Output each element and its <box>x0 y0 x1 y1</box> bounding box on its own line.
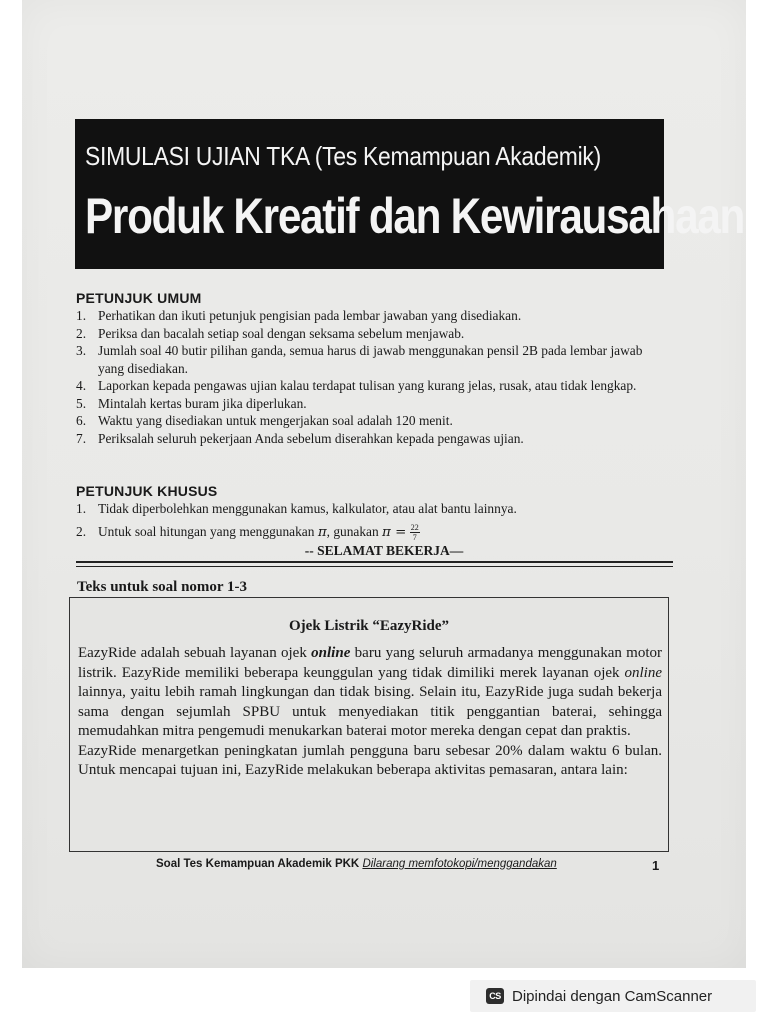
passage-paragraph: EazyRide adalah sebuah layanan ojek online baru yang seluruh armadanya menggunakan motor listrik. EazyRide memiliki beberapa keunggulan yang tidak dimiliki merek layanan ojek online lainnya, yaitu lebih ramah lingkungan dan tidak bising. Selain itu, EazyRide juga sudah bekerja sama dengan sejumlah SPBU untuk menyediakan titik penggantian baterai, sehingga memudahkan mitra pengemudi menukarkan baterai motor mereka dengan cepat dan praktis. <box>78 645 663 739</box>
banner-title: Produk Kreatif dan Kewirausahaan <box>85 188 745 244</box>
list-item: 4. Laporkan kepada pengawas ujian kalau terdapat tulisan yang kurang jelas, rusak, atau tidak lengkap. <box>76 378 637 393</box>
watermark-text: Dipindai dengan CamScanner <box>512 987 713 1005</box>
passage-box <box>69 597 669 852</box>
footer-title: Soal Tes Kemampuan Akademik PKK <box>156 858 360 870</box>
page-number: 1 <box>652 858 660 873</box>
camscanner-logo-icon: CS <box>486 988 504 1004</box>
footer-copy-notice: Dilarang memfotokopi/menggandakan <box>362 858 557 870</box>
passage-paragraph: EazyRide menargetkan peningkatan jumlah pengguna baru sebesar 20% dalam waktu 6 bulan. Untuk mencapai tujuan ini, EazyRide melakukan beberapa aktivitas pemasaran, antara lain: <box>78 742 662 778</box>
page-footer <box>156 858 557 870</box>
passage-body <box>78 644 662 781</box>
special-instructions-heading: PETUNJUK KHUSUS <box>76 483 218 499</box>
pi-symbol: π <box>317 524 327 540</box>
general-instructions-list <box>76 307 668 447</box>
closing-message: -- SELAMAT BEKERJA— <box>304 543 464 558</box>
list-item: 2. Periksa dan bacalah setiap soal dengan seksama sebelum menjawab. <box>76 325 465 341</box>
camscanner-watermark <box>470 980 756 1012</box>
list-item: 1. Perhatikan dan ikuti petunjuk pengisian pada lembar jawaban yang disediakan. <box>76 308 522 323</box>
fraction-22-7: $\frac{22}{7}$ <box>410 522 419 542</box>
list-item: 1. Tidak diperbolehkan menggunakan kamus, kalkulator, atau alat bantu lainnya. <box>76 501 517 516</box>
pi-equation: π = <box>382 524 407 540</box>
divider <box>76 561 673 563</box>
list-item: 7. Periksalah seluruh pekerjaan Anda sebelum diserahkan kepada pengawas ujian. <box>76 430 524 446</box>
passage-label: Teks untuk soal nomor 1-3 <box>77 579 248 595</box>
list-item: 3. Jumlah soal 40 butir pilihan ganda, semua harus di jawab menggunakan pensil 2B pada lembar jawab yang disediakan. <box>76 343 643 376</box>
special-instructions-list <box>76 500 668 542</box>
list-item: 5. Mintalah kertas buram jika diperlukan. <box>76 395 307 411</box>
title-banner <box>75 119 745 269</box>
list-item: 6. Waktu yang disediakan untuk mengerjakan soal adalah 120 menit. <box>76 413 453 428</box>
divider <box>76 566 673 567</box>
general-instructions-heading: PETUNJUK UMUM <box>76 290 202 306</box>
list-item: 2. Untuk soal hitungan yang menggunakan π, gunakan π = $\frac{22}{7}$ <box>76 522 419 542</box>
banner-subtitle: SIMULASI UJIAN TKA (Tes Kemampuan Akademik) <box>85 141 601 171</box>
passage-title: Ojek Listrik “EazyRide” <box>289 618 449 634</box>
